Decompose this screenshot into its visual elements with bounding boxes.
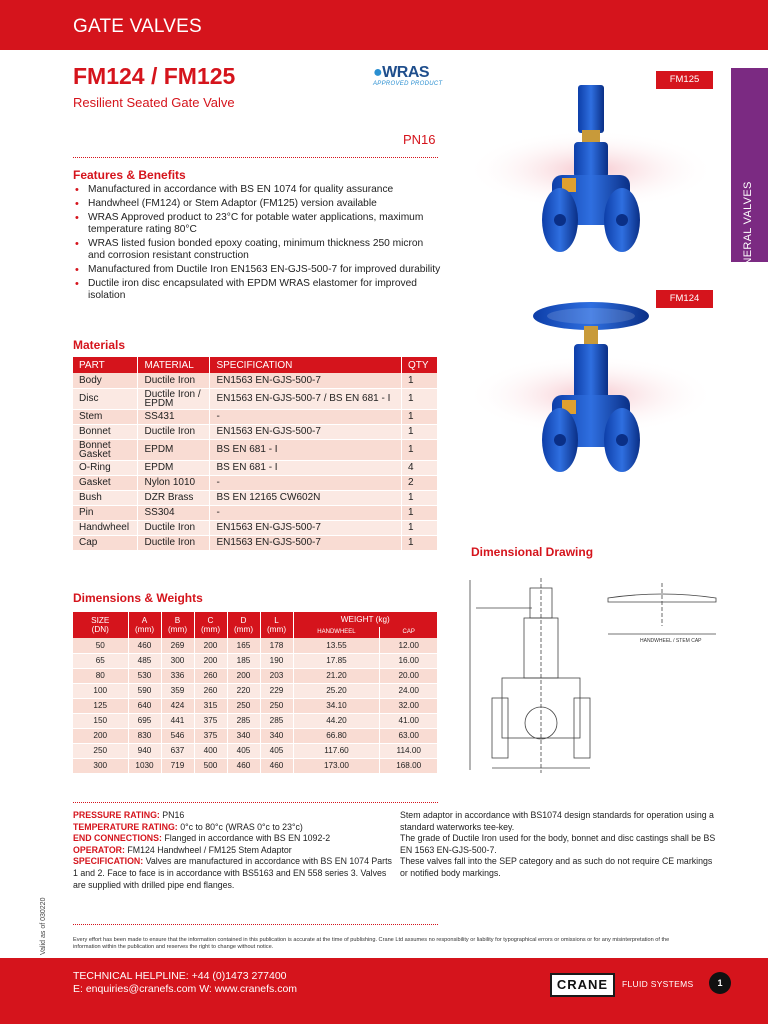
table-cell: 32.00: [380, 698, 438, 713]
water-drop-icon: ●: [373, 64, 383, 81]
table-cell: 359: [161, 683, 194, 698]
table-cell: BS EN 681 - I: [210, 460, 402, 475]
table-cell: 25.20: [293, 683, 380, 698]
table-row: [73, 424, 438, 439]
table-cell: 500: [194, 758, 227, 773]
table-cell: BS EN 681 - I: [210, 439, 402, 460]
note-line: The grade of Ductile Iron used for the body, bonnet and disc castings shall be BS EN 1563 EN-GJS-500-7.: [400, 833, 716, 855]
table-cell: -: [210, 475, 402, 490]
dimensions-column-header: C (mm): [194, 612, 227, 638]
weight-subheader: CAP: [380, 627, 438, 638]
table-cell: 190: [260, 653, 293, 668]
table-cell: Bonnet: [73, 424, 138, 439]
table-cell: EN1563 EN-GJS-500-7: [210, 520, 402, 535]
table-row: [73, 475, 438, 490]
table-cell: EN1563 EN-GJS-500-7: [210, 373, 402, 388]
table-cell: 285: [227, 713, 260, 728]
table-cell: 20.00: [380, 668, 438, 683]
table-cell: 173.00: [293, 758, 380, 773]
specifications-block: [73, 810, 393, 891]
table-cell: 114.00: [380, 743, 438, 758]
table-cell: EPDM: [138, 460, 210, 475]
fm124-valve-image: [466, 300, 716, 500]
table-cell: Disc: [73, 388, 138, 409]
table-cell: 1: [401, 424, 437, 439]
table-cell: Ductile Iron: [138, 535, 210, 550]
table-cell: Ductile Iron: [138, 424, 210, 439]
table-cell: Ductile Iron / EPDM: [138, 388, 210, 409]
crane-logo: CRANE: [550, 973, 615, 997]
table-cell: 34.10: [293, 698, 380, 713]
table-cell: 546: [161, 728, 194, 743]
wras-logo: ●WRAS APPROVED PRODUCT: [373, 64, 443, 87]
category-tab: [731, 68, 768, 282]
table-cell: 41.00: [380, 713, 438, 728]
table-cell: 12.00: [380, 638, 438, 653]
table-row: [73, 520, 438, 535]
table-row: [73, 638, 438, 653]
materials-table: [73, 357, 438, 551]
table-cell: EPDM: [138, 439, 210, 460]
table-cell: 1: [401, 505, 437, 520]
table-cell: 178: [260, 638, 293, 653]
note-line: These valves fall into the SEP category and as such do not require CE markings or notified body markings.: [400, 856, 713, 878]
divider: [73, 802, 438, 803]
fm125-valve-image: [466, 80, 716, 280]
table-cell: 1030: [128, 758, 161, 773]
table-cell: 250: [260, 698, 293, 713]
contact-links[interactable]: E: enquiries@cranefs.com W: www.cranefs.com: [73, 983, 298, 995]
spec-line: SPECIFICATION: Valves are manufactured in accordance with BS EN 1074 Parts 1 and 2. Face to face is in accordance with BS5163 and EN 558 series 3. Valves are supplied with drilled pipe end flanges.: [73, 856, 392, 890]
table-cell: 63.00: [380, 728, 438, 743]
table-cell: Ductile Iron: [138, 373, 210, 388]
table-cell: DZR Brass: [138, 490, 210, 505]
table-cell: 405: [260, 743, 293, 758]
weight-subheader: HANDWHEEL: [293, 627, 380, 638]
table-cell: EN1563 EN-GJS-500-7: [210, 535, 402, 550]
table-cell: 719: [161, 758, 194, 773]
table-row: [73, 409, 438, 424]
table-cell: 460: [260, 758, 293, 773]
materials-column-header: QTY: [401, 357, 437, 373]
divider: [73, 157, 438, 158]
feature-item: • Manufactured from Ductile Iron EN1563 EN-GJS-500-7 for improved durability: [73, 264, 443, 276]
table-cell: 640: [128, 698, 161, 713]
table-row: [73, 758, 438, 773]
table-cell: Stem: [73, 409, 138, 424]
table-cell: 340: [227, 728, 260, 743]
table-cell: 530: [128, 668, 161, 683]
page-number: 1: [709, 972, 731, 994]
table-cell: Bonnet Gasket: [73, 439, 138, 460]
feature-item: • Handwheel (FM124) or Stem Adaptor (FM125) version available: [73, 198, 443, 210]
table-cell: 200: [194, 638, 227, 653]
table-cell: 269: [161, 638, 194, 653]
table-cell: 460: [227, 758, 260, 773]
table-cell: 1: [401, 388, 437, 409]
page-title: FM124 / FM125: [73, 63, 236, 89]
table-row: [73, 683, 438, 698]
table-row: [73, 668, 438, 683]
drawing-heading: Dimensional Drawing: [471, 545, 594, 559]
header-bar: [0, 0, 768, 50]
table-cell: EN1563 EN-GJS-500-7: [210, 424, 402, 439]
table-cell: Body: [73, 373, 138, 388]
table-cell: O-Ring: [73, 460, 138, 475]
table-cell: 168.00: [380, 758, 438, 773]
table-cell: 260: [194, 668, 227, 683]
table-cell: 1: [401, 439, 437, 460]
dimensions-column-header: L (mm): [260, 612, 293, 638]
table-row: [73, 490, 438, 505]
table-cell: Pin: [73, 505, 138, 520]
table-cell: 80: [73, 668, 128, 683]
table-cell: Handwheel: [73, 520, 138, 535]
table-cell: -: [210, 505, 402, 520]
table-cell: 1: [401, 490, 437, 505]
table-cell: 4: [401, 460, 437, 475]
table-cell: EN1563 EN-GJS-500-7 / BS EN 681 - I: [210, 388, 402, 409]
category-label: GENERAL VALVES: [742, 181, 754, 282]
table-row: [73, 728, 438, 743]
materials-column-header: SPECIFICATION: [210, 357, 402, 373]
table-cell: 400: [194, 743, 227, 758]
dimensions-column-header: SIZE (DN): [73, 612, 128, 638]
table-row: [73, 439, 438, 460]
table-cell: SS431: [138, 409, 210, 424]
table-cell: BS EN 12165 CW602N: [210, 490, 402, 505]
table-cell: 200: [194, 653, 227, 668]
table-cell: 16.00: [380, 653, 438, 668]
table-cell: Ductile Iron: [138, 520, 210, 535]
contact-info: [73, 970, 297, 996]
table-cell: 637: [161, 743, 194, 758]
table-cell: 65: [73, 653, 128, 668]
table-cell: 695: [128, 713, 161, 728]
table-cell: 315: [194, 698, 227, 713]
table-cell: 340: [260, 728, 293, 743]
table-row: [73, 698, 438, 713]
table-cell: 17.85: [293, 653, 380, 668]
dimensions-column-header: B (mm): [161, 612, 194, 638]
table-row: [73, 743, 438, 758]
table-cell: 13.55: [293, 638, 380, 653]
table-cell: 830: [128, 728, 161, 743]
table-cell: -: [210, 409, 402, 424]
table-cell: 203: [260, 668, 293, 683]
table-row: [73, 505, 438, 520]
table-cell: 165: [227, 638, 260, 653]
validity-date: Valid as of 030220: [40, 897, 47, 955]
spec-line: END CONNECTIONS: Flanged in accordance with BS EN 1092-2: [73, 833, 331, 844]
table-cell: Nylon 1010: [138, 475, 210, 490]
table-cell: 424: [161, 698, 194, 713]
table-cell: 24.00: [380, 683, 438, 698]
table-cell: 250: [73, 743, 128, 758]
table-cell: 336: [161, 668, 194, 683]
page-subtitle: Resilient Seated Gate Valve: [73, 95, 235, 110]
table-cell: Gasket: [73, 475, 138, 490]
feature-item: • Ductile iron disc encapsulated with EPDM WRAS elastomer for improved isolation: [73, 278, 443, 302]
table-cell: 1: [401, 409, 437, 424]
table-cell: 125: [73, 698, 128, 713]
table-cell: 375: [194, 728, 227, 743]
spec-line: OPERATOR: FM124 Handwheel / FM125 Stem Adaptor: [73, 844, 292, 855]
dimensions-table: [73, 612, 438, 774]
table-cell: 1: [401, 373, 437, 388]
table-cell: SS304: [138, 505, 210, 520]
table-cell: 460: [128, 638, 161, 653]
table-row: [73, 713, 438, 728]
table-cell: Cap: [73, 535, 138, 550]
table-cell: 50: [73, 638, 128, 653]
table-cell: 229: [260, 683, 293, 698]
table-cell: 285: [260, 713, 293, 728]
pressure-class: PN16: [403, 132, 436, 147]
table-cell: 441: [161, 713, 194, 728]
table-cell: 590: [128, 683, 161, 698]
materials-heading: Materials: [73, 338, 126, 352]
table-row: [73, 460, 438, 475]
table-cell: 150: [73, 713, 128, 728]
table-row: [73, 373, 438, 388]
division-name: FLUID SYSTEMS: [622, 979, 694, 989]
table-cell: 44.20: [293, 713, 380, 728]
feature-item: • WRAS Approved product to 23°C for potable water applications, maximum temperature rating 80°C: [73, 212, 443, 236]
note-line: Stem adaptor in accordance with BS1074 design standards for operation using a standard waterworks tee-key.: [400, 810, 714, 832]
divider: [73, 924, 438, 925]
table-cell: 300: [161, 653, 194, 668]
table-cell: 185: [227, 653, 260, 668]
table-cell: 200: [227, 668, 260, 683]
table-cell: 2: [401, 475, 437, 490]
fm125-badge: FM125: [656, 71, 713, 89]
features-heading: Features & Benefits: [73, 168, 186, 182]
table-cell: 250: [227, 698, 260, 713]
section-title: GATE VALVES: [73, 16, 202, 37]
drawing-label: HANDWHEEL / STEM CAP: [640, 638, 702, 644]
table-cell: 21.20: [293, 668, 380, 683]
table-cell: 1: [401, 535, 437, 550]
table-cell: 66.80: [293, 728, 380, 743]
dimensional-drawing: [462, 578, 737, 778]
table-cell: Bush: [73, 490, 138, 505]
spec-line: PRESSURE RATING: PN16: [73, 810, 185, 820]
feature-item: • WRAS listed fusion bonded epoxy coating, minimum thickness 250 micron and corrosion resistant construction: [73, 238, 443, 262]
fm124-badge: FM124: [656, 290, 713, 308]
materials-column-header: MATERIAL: [138, 357, 210, 373]
table-cell: 375: [194, 713, 227, 728]
dimensions-column-header: D (mm): [227, 612, 260, 638]
dimensions-column-header: A (mm): [128, 612, 161, 638]
features-list: [73, 184, 443, 304]
table-cell: 117.60: [293, 743, 380, 758]
spec-line: TEMPERATURE RATING: 0°c to 80°c (WRAS 0°c to 23°c): [73, 821, 303, 832]
disclaimer: Every effort has been made to ensure that the information contained in this publication is accurate at the time of publishing. Crane Ltd assumes no responsibility or liability for typographical errors or omissions or for any misinterpretation of the information within the publication and reserves the right to change without notice.: [73, 937, 670, 950]
feature-item: • Manufactured in accordance with BS EN 1074 for quality assurance: [73, 184, 443, 196]
table-cell: 940: [128, 743, 161, 758]
notes-block: [400, 810, 720, 880]
table-cell: 405: [227, 743, 260, 758]
table-row: [73, 653, 438, 668]
helpline: TECHNICAL HELPLINE: +44 (0)1473 277400: [73, 970, 287, 982]
table-cell: 100: [73, 683, 128, 698]
table-cell: 200: [73, 728, 128, 743]
weight-header: WEIGHT (kg): [293, 612, 438, 627]
dimensions-heading: Dimensions & Weights: [73, 591, 203, 605]
materials-column-header: PART: [73, 357, 138, 373]
table-cell: 1: [401, 520, 437, 535]
table-row: [73, 535, 438, 550]
table-row: [73, 388, 438, 409]
table-cell: 485: [128, 653, 161, 668]
table-cell: 300: [73, 758, 128, 773]
table-cell: 260: [194, 683, 227, 698]
table-cell: 220: [227, 683, 260, 698]
